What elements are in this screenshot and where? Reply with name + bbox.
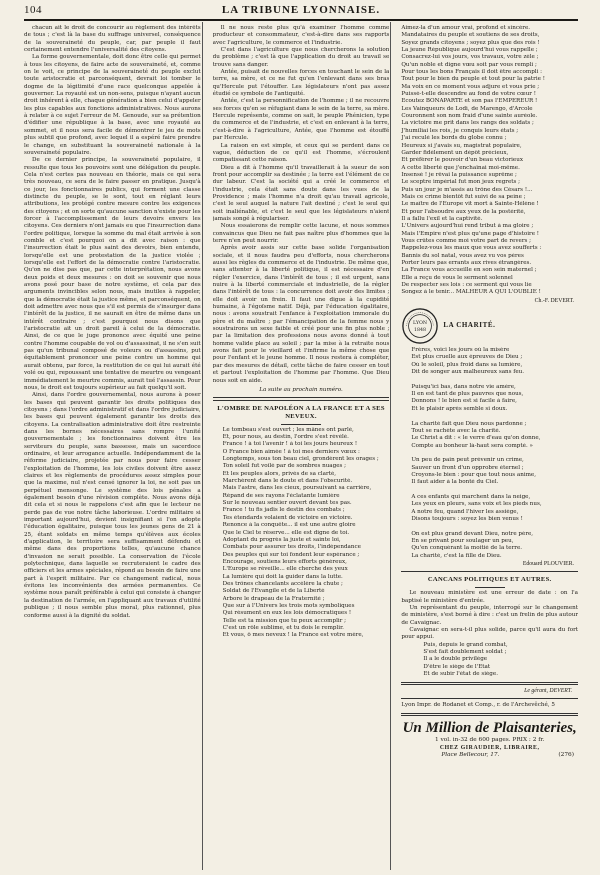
charite-title: LA CHARITÉ. — [443, 321, 496, 330]
ad-title: Un Million de Plaisanteries, — [402, 720, 577, 737]
poem-line: Heureux si j'avais su, magistrat populaire, — [401, 142, 522, 149]
poem-line: A ces enfants qui marchent dans la neige, — [411, 493, 531, 500]
poem-line: A cette liberté que j'enchaînai moi-même. — [401, 164, 520, 171]
poem-line: Sur le nouveau sentier ouvert devant tes pas. — [222, 500, 352, 507]
poem-napoleon-continued — [401, 25, 578, 297]
poem-line: Adoptant du progrès la juste et sainte loi, — [222, 536, 341, 543]
poem-line: Garder fidèlement un dépôt précieux, — [401, 149, 509, 156]
poem-line: L'Europe se réveille... elle cherche des yeux — [222, 566, 348, 573]
poem-line: Croyons-le bien : pour que tout nous anime, — [411, 471, 537, 478]
poem-line: Ton soleil fut voilé par de sombres nuages ; — [222, 463, 347, 470]
article-paragraph: Nous essaierons de remplir cette lacune, et nous sommes convaincus que Dieu ne fait pas naître plus d'hommes que la terre n'en peut nourrir. — [212, 223, 390, 244]
poem-line: Aimez-la d'un amour vrai, profond et sincère. — [401, 25, 531, 31]
poem-title: L'OMBRE DE NAPOLÉON A LA FRANCE ET A SES NEVEUX. — [217, 404, 385, 420]
article-paragraph: La raison en est simple, et ceux qui se perdent dans ce vague, déduction de ce qu'il est l'homme, s'écroulent compatissant cette raison. — [212, 142, 390, 164]
poem-line: Le Christ a dit : « le verre d'eau qu'on donne, — [411, 435, 541, 442]
svg-text:LYON: LYON — [413, 321, 428, 327]
poem-line: Les Vainqueurs de Lodi, de Marengo, d'Arcole — [401, 105, 533, 112]
poem-line: Mais l'astre, dans les cieux, poursuivant sa carrière, — [222, 485, 372, 492]
poem-line: Et les peuples alors, privés de sa clarté, — [222, 470, 337, 477]
article-paragraph: Dieu a dit à l'homme qu'il travaillerait à la sueur de son front pour accomplir sa destinée ; la terre est l'élément de ce dur labeur. C'est la société qui a créé le commerce et l'industrie, cela était sans doute dans les vues de la Providence ; mais l'homme n'a droit qu'au travail agricole, c'est le seul auquel la nature l'ait destiné ; c'est le seul qui soit inaliénable, et c'est le seul que les législateurs n'aient jamais songé à régulariser. — [212, 164, 390, 222]
poem-line: Il a fallu l'exil et la captivité. — [401, 215, 483, 222]
poem-line: Mandataires du peuple et soutiens de ses droits, — [401, 32, 540, 39]
header-rule — [24, 19, 578, 21]
section-rule — [401, 698, 578, 699]
poem-line: Le tombeau s'est ouvert ; les mânes ont parlé, — [222, 426, 354, 433]
poem-line: L'Univers aujourd'hui rend tribut à ma gloire ; — [401, 223, 534, 230]
poem-line: O France bien aimée ! à toi mes derniers vœux : — [222, 448, 360, 455]
poem-line: On est plus grand devant Dieu, notre père, — [411, 530, 534, 537]
poem-line: Qu'en conquérant la moitié de la terre. — [411, 545, 523, 552]
poem-line: Rappelez-vous les maux que vous avez soufferts : — [401, 245, 542, 252]
poem-line: Longtemps, sous ton beau ciel, grondèrent les orages ; — [222, 456, 379, 463]
poem-line: Et vous, ô mes neveux ! la France est votre mère, — [222, 632, 364, 639]
printer-imprint: Lyon Impr. de Rodanet et Comp., r. de l'Archevêché, 5 — [401, 702, 555, 709]
poem-line: Frères, voici les jours où la misère — [411, 347, 510, 354]
ad-address: Place Bellecour, 17. — [441, 752, 500, 758]
section-rule — [213, 397, 390, 401]
poem-line: Puis un jour je m'assis au trône des Césars !... — [401, 186, 533, 193]
poem-line: Et préférer le pouvoir d'un beau victorieux — [401, 157, 523, 164]
poem-line: Ma voix en ce moment vous adjure et vous prie ; — [401, 83, 540, 90]
title-rule — [475, 587, 505, 588]
poem-line: La France vous accueille en son sein maternel ; — [401, 267, 537, 274]
poem-line: Vous crûtes comme moi votre part de revers ; — [401, 237, 532, 244]
article-paragraph: Antée, puisait de nouvelles forces en touchant le sein de la terre, sa mère, et ce ne fut qu'en l'enlevant dans ses bras qu'Hercule put l'étouffer. Les législateurs n'ont pas assez étudié ce symbole de l'antiquité. — [212, 69, 390, 98]
poem-line: Couronnent son nom fraid d'une sainte auréole. — [401, 113, 538, 120]
epigram-line: S'est fait doublement soldat ; — [423, 649, 507, 656]
poem-line: Et pour l'absoudre aux yeux de la postérité, — [401, 208, 526, 215]
poem-line: Répand de ses rayons l'éclatante lumière — [222, 492, 340, 499]
poem-line: Qui résument en eux les lois démocratiques ! — [222, 610, 352, 617]
section-rule — [401, 682, 578, 686]
cancans-title: CANCANS POLITIQUES ET AUTRES. — [427, 576, 552, 584]
poem-line: Compte au bonheur là-haut sera compté. » — [411, 442, 533, 449]
poem-line: Songez à le tenir... MALHEUR A QUI L'OUBLIE ! — [401, 289, 541, 296]
poem-line — [411, 523, 578, 530]
poem-line: Disons toujours : soyez les bien venus ! — [411, 515, 523, 522]
poem-line: Soldat de l'Évangile et de la Liberté — [222, 588, 325, 595]
poem-line: Qu'un noble et digne vœu soit par vous rempli ; — [401, 61, 537, 68]
column-3 — [401, 25, 578, 875]
poem-line: J'ai reculé les bords du globe connu ; — [401, 135, 507, 142]
charite-heading — [401, 307, 578, 345]
cancan-item: Le nouveau ministère est une erreur de date : on l'a baptisé le ministère d'entrée. — [401, 590, 579, 604]
poem-line: Que sur à l'Univers les trois mots symboliques — [222, 602, 355, 609]
poem-line: Tout pour le bien du peuple et tout pour la patrie ! — [401, 76, 545, 83]
poem-line: Puisqu'ici bas, dans notre vie amère, — [411, 383, 516, 390]
poem-line: Renonce à la conquête... il est une autre gloire — [222, 522, 356, 529]
poem-line: Dit de songer aux malheureux sans feu. — [411, 369, 525, 376]
svg-text:1848: 1848 — [414, 327, 427, 333]
poem-line — [411, 450, 578, 457]
poem-line: Écoutez BONAPARTE et son pas l'EMPEREUR ! — [401, 98, 538, 105]
poem-line: Elle a reçu de vous le serment solennel — [401, 274, 513, 281]
cancans-list — [401, 590, 578, 641]
poem-line: Il faut aider à la bonté du Ciel. — [411, 479, 499, 486]
poem-line: Les yeux en pleurs, sans voix et les pieds nus, — [411, 501, 542, 508]
column-divider — [390, 22, 391, 870]
poem-line: Combats pour assurer tes droits, l'indépendance — [222, 544, 361, 551]
article-paragraph: Antée, c'est la personnification de l'homme ; il ne recouvre ses forces qu'en se réfugiant dans le sein de la terre, sa mère. Hercule représente, comme on sait, le peuple Phénicien, type du commerce et de l'industrie, et c'est en enlevant à la terre, c'est-à-dire à l'agriculture, Antée, que l'homme est étouffé par Hercule. — [212, 98, 390, 142]
poem-line: Tes étendards volaient de victoire en victoire. — [222, 514, 353, 521]
poem-line: La charité fait que Dieu nous pardonne ; — [411, 420, 527, 427]
poem-line: Insensé ! je rêvai la puissance suprême ; — [401, 171, 517, 178]
poem-line: Et, pour nous, au destin, l'ordre s'est révélé. — [222, 434, 349, 441]
ad-number: (276) — [558, 752, 575, 758]
poem-line: Est plus cruelle aux épreuves de Dieu ; — [411, 354, 523, 361]
poem-line: La jeune République aujourd'hui vous rappelle ; — [401, 47, 538, 54]
poem-line — [411, 413, 578, 420]
poem-line: La lumière qui doit la guider dans la lutte. — [222, 573, 343, 580]
poem-line: Des trônes chancelants accélère la chute ; — [222, 580, 343, 587]
poem-line: Que le Ciel te réserve... elle est digne de toi. — [222, 529, 350, 536]
poem-line: Puissé-t-elle descendre au fond de votre cœur ! — [401, 91, 536, 98]
poem-line: Sauver un front d'un opprobre éternel ; — [411, 464, 524, 471]
poem-line: France ! tu fis jadis le destin des combats ; — [222, 507, 345, 514]
poem-line: Porter leurs pas errants aux rives étrangères. — [401, 260, 532, 266]
article-paragraph: Après avoir assis sur cette base solide l'organisation sociale, et il nous faudra peu d'efforts, nous chercherons aussi les règles du commerce et de l'industrie. De même que, sans attenter à la liberté politique, il est nécessaire d'en régler l'exercice, dans l'intérêt de tous ; il est urgent, sans nuire à la liberté commerciale et industrielle, de la régler dans l'intérêt de tous : la concurrence doit avoir des limites ; elle doit avoir un frein. Il faut une digue à la cupidité humaine, à l'égoïsme natif. Déjà, par l'éducation égalitaire, nous : avons soustrait l'enfance à l'exploitation immorale du père et du maître ; par l'émancipation de la femme nous y soustrairons un sexe faible et créé pour une fin plus noble ; par la limitation des professions nous avons donné à tout homme valide place au soleil ; par la mise à la retraite nous avons fait pour le vieillard et l'infirme la même chose que pour l'enfant et le jeune homme. Il nous restera à compléter, par des mesures de détail, cette tâche de faire cesser en tout et partout l'exploitation de l'homme par l'homme. Que Dieu nous soit en aide. — [212, 245, 390, 384]
article-paragraph: Il ne nous reste plus qu'à examiner l'homme comme producteur et consommateur, c'est-à-dire dans ses rapports avec l'agriculture, le commerce et l'industrie. — [212, 25, 390, 46]
poem-line: Un peu de pain peut prévenir un crime, — [411, 457, 524, 464]
signature-devert: Ch.-F. DEVERT. — [534, 297, 575, 304]
column-2 — [213, 25, 390, 875]
poem-line: Tout se rachète avec la charité. — [411, 427, 501, 434]
epigram — [401, 642, 578, 679]
poem-line: Des peuples qui sur toi fondent leur espérance ; — [222, 551, 360, 558]
poem-line: C'est un rôle sublime, et tu dois le remplir. — [222, 624, 344, 631]
section-rule — [401, 571, 578, 572]
poem-line: La charité, c'est la fille de Dieu. — [411, 552, 502, 559]
title-rule — [281, 424, 321, 425]
article-paragraph: C'est dans l'agriculture que nous chercherons la solution du problème ; c'est là que l'application du droit au travail se trouve sans danger. — [212, 47, 390, 68]
poem-line: Pour tous les bons Français il doit être accompli : — [401, 69, 543, 76]
column-1 — [24, 25, 201, 875]
poem-line: Où le soleil, plus froid dans sa lumière, — [411, 361, 523, 368]
manager-signature: Le gérant, DEVERT. — [524, 688, 573, 694]
epigram-line: D'être le siège de l'État — [423, 663, 491, 670]
poem-line: Arbore le drapeau de la Fraternité ; — [222, 595, 325, 602]
poem-charite — [401, 347, 578, 560]
poem-line: Mais ce crime bientôt fut suivi de sa peine ; — [401, 193, 526, 200]
signature-plouvier: Edouard PLOUVIER. — [522, 561, 575, 568]
columns — [24, 25, 578, 875]
epigram-line: Il a le double privilège — [423, 656, 488, 663]
ad-bookseller: CHEZ GIRAUDIER, LIBRAIRE, — [439, 744, 540, 751]
poem-line: La victoire me prit dans les rangs des soldats ; — [401, 120, 534, 127]
poem-line: De respecter ses lois : ce serment qui vous lie — [401, 282, 532, 289]
poem-napoleon — [213, 427, 390, 640]
poem-line: Il en est tant de plus pauvres que nous, — [411, 391, 524, 398]
poem-line: Telle est ta mission que tu peux accomplir ; — [222, 617, 346, 624]
ad-address-row — [401, 752, 578, 759]
poem-line — [411, 376, 578, 383]
poem-line: Le maître de l'Europe vit mort à Sainte-Hélène ! — [401, 201, 539, 208]
poem-line: Consacrez-lui vos jours, vos travaux, votre zèle ; — [401, 54, 539, 61]
poem-line: Bannis du sol natal, vous avez vu vos pères — [401, 252, 524, 259]
page-header — [24, 4, 578, 18]
poem-line: Donnons ! le bien est si facile à faire, — [411, 398, 517, 405]
article-paragraph: La forme gouvernementale, doit donc être celle qui permet à tous les citoyens, de faire acte de souveraineté, et, comme on le voit, ce principe de la souveraineté du peuple exclut toute aristocratie et parconséquent, devrait loi tomber le dogme de la légitimité d'une race quelconque appelée à gouverner. La royauté est un non-sens, puisque n'ayant aucun droit inhérent à elle, chaque génération a bien celui d'appeler les plus capables aux fonctions administratives. Nous aurons à relater à ce sujet l'erreur de M. Genoude, sur sa prétention d'édifier une république à la base, avec une royauté au sommet, et il nous sera facile de démontrer le jeu de mots plus subtil que profond, avec lequel il a espéré faire prendre le change, en substituant la souveraineté nationale à la souveraineté populaire. — [24, 54, 201, 156]
poem-line: En se privant pour soulager un peu, — [411, 538, 514, 544]
section-rule — [401, 713, 578, 717]
cancan-item: Un représentant du peuple, interrogé sur le changement de ministère, s'est borné à dire : c'est un frelin de plus autour de Cavaignac. — [401, 605, 579, 626]
column-divider — [202, 22, 203, 870]
poem-line: France ! à toi l'avenir ! à toi les jours heureux ! — [222, 441, 358, 448]
poem-line: Encourage, soutiens leurs efforts généreux, — [222, 558, 347, 565]
poem-line: Marchèrent dans le doute et dans l'obscurité. — [222, 478, 353, 485]
article-body — [213, 25, 390, 385]
poem-line: Mais l'Empire n'est plus qu'une page d'histoire ! — [401, 230, 540, 237]
poem-line: Le sceptre impérial fut mon jeux regrets ; — [401, 179, 521, 186]
newspaper-title: LA TRIBUNE LYONNAISE. — [221, 4, 381, 16]
to-be-continued: La suite au prochain numéro. — [259, 386, 343, 393]
poem-line: A notre feu, quand l'hiver les assiège, — [411, 508, 519, 515]
epigram-line: Puis, depuis le grand combat, — [423, 641, 508, 648]
cancan-item: Cavaignac en sera-t-il plus solide, parce qu'il aura du fort pour appui. — [401, 627, 579, 641]
article-paragraph: Ainsi, dans l'ordre gouvernemental, nous aurons à poser les bases qui peuvent garantir les droits politiques des citoyens ; dans l'ordre administratif et dans l'ordre judiciaire, les bases qui peuvent également garantir les droits des citoyens. La centralisation administrative doit être restreinte dans les bornes nécessaires sans rompre l'unité gouvernementale ; les fonctionnaires doivent être les serviteurs du peuple, sans bassesse, mais un sacerdoce ordinaire, et leur arrogance actuelle. Indépendamment de la réforme judiciaire, projetée par nous pour faire cesser l'exploitation de l'homme, les lois civiles doivent être assez claires et les règlements de procédures assez simples pour que la maxime, nul n'est censé ignorer la loi, ne soit pas un perpétuel mensonge. Le système des lois pénales a également besoin d'une révision complète. Nous avons déjà dit cela et si nous le rappelons c'est afin que le lecteur ne perde pas de vue notre tâche laborieuse. L'ordre militaire si important aujourd'hui, devient insignifiant si l'on adopte l'éducation égalitaire, puisque tous les jeunes gens de 21 à 25, étant soldats en même temps qu'élèves aux écoles d'application, le territoire sera suffisamment défendu et même dans des proportions telles, qu'aucune chance d'invasion ne serait possible. La conservation de l'école polytechnique, dans laquelle se recruteraient le cadre des officiers et les armes spéciales, répond au besoin de faire une part à l'esprit militaire. Par ce changement radical, nous évitons les inconvénients des armées permanentes. Ce système nous paraît préférable à celui qui consiste à changer la destination de l'armée, en l'appliquant aux travaux d'utilité publique ; il nous semble plus moral, plus rationnel, plus conforme aussi à la dignité du soldat. — [24, 392, 201, 619]
poem-line: J'humiliai les rois, je conquis leurs états ; — [401, 127, 519, 134]
page-number: 104 — [24, 4, 42, 16]
poem-line: Et le plaisir après semble si doux. — [411, 405, 508, 412]
article-paragraph: chacun ait le droit de concourir au règlement des intérêts de tous ; c'est là la base du suffrage universel, conséquence de la souveraineté du peuple, car, par peuple il faut certainement entendre l'universalité des citoyens. — [24, 25, 201, 54]
article-paragraph: De ce dernier principe, la souveraineté populaire, il ressulte que tous les pouvoirs sont une délégation du peuple. Cela n'est certes pas nouveau en théorie, mais ce qui sera très nouveau, ce sera de le faire passer en pratique. Jusqu'à ce jour, les fonctionnaires publics, qui forment une classe distincte du peuple, se le sont, tout en réglant leurs attributions, les protégé contre mesure contre les exigences des citoyens ; et on sorte qu'aucune sanction n'existe pour les forcer à l'accomplissement de leurs devoirs envers les citoyens. Ces derniers n'ont jamais eu que l'insurrection dans l'ordre politique, lorsque la somme du mal était arrivée à son comble et c'est pourquoi on a dit avec raison : que l'insurrection était le plus saint des devoirs, bien entendu, lorsqu'elle est une protestation de la justice violée ; lorsqu'elle est l'effort de la démocratie contre l'aristocratie. Qu'on ne dise pas que, par cette interprétation, nous avons deux poids et deux mesures : on doit se souvenir que nous avons posé pour base de notre système, et cela par des arguments invincibles selon nous, mais inutiles à rappeler, que la démocratie était la justice même, et parconséquent, on doit admettre avec nous que s'il est permis de s'insurger dans l'intérêt de la justice, il ne saurait en être de même dans un intérêt contraire ; c'est pourquoi nous disons que l'aristocratie ait un droit pareil à celui de la démocratie. Ainsi, de ce que le juge prononce avec équité une peine contre l'homme coupable de vol ou d'assassinat, il ne s'en suit pas qu'un tribunal composé de voleurs ou d'assassins, put équitablement prononcer une peine contre un homme qui aurait obtenu, par force, la restitution de ce qui lui aurait été volé ou qui, repoussant une tentative de meurtre ou vengeant immédiatement le meurtre commis, aurait tué l'assassin. Pour nous, le droit est toujours supérieur au fait quelqu'il soit. — [24, 157, 201, 391]
ad-details: 1 vol. in-32 de 600 pages. PRIX : 2 fr. — [434, 737, 545, 744]
epigram-line: Et de subir l'état de siège. — [423, 671, 498, 678]
poem-line — [411, 487, 578, 494]
poem-line: Soyez grands citoyens ; soyez plus que des rois ! — [401, 39, 540, 46]
newspaper-seal-icon — [401, 307, 439, 345]
